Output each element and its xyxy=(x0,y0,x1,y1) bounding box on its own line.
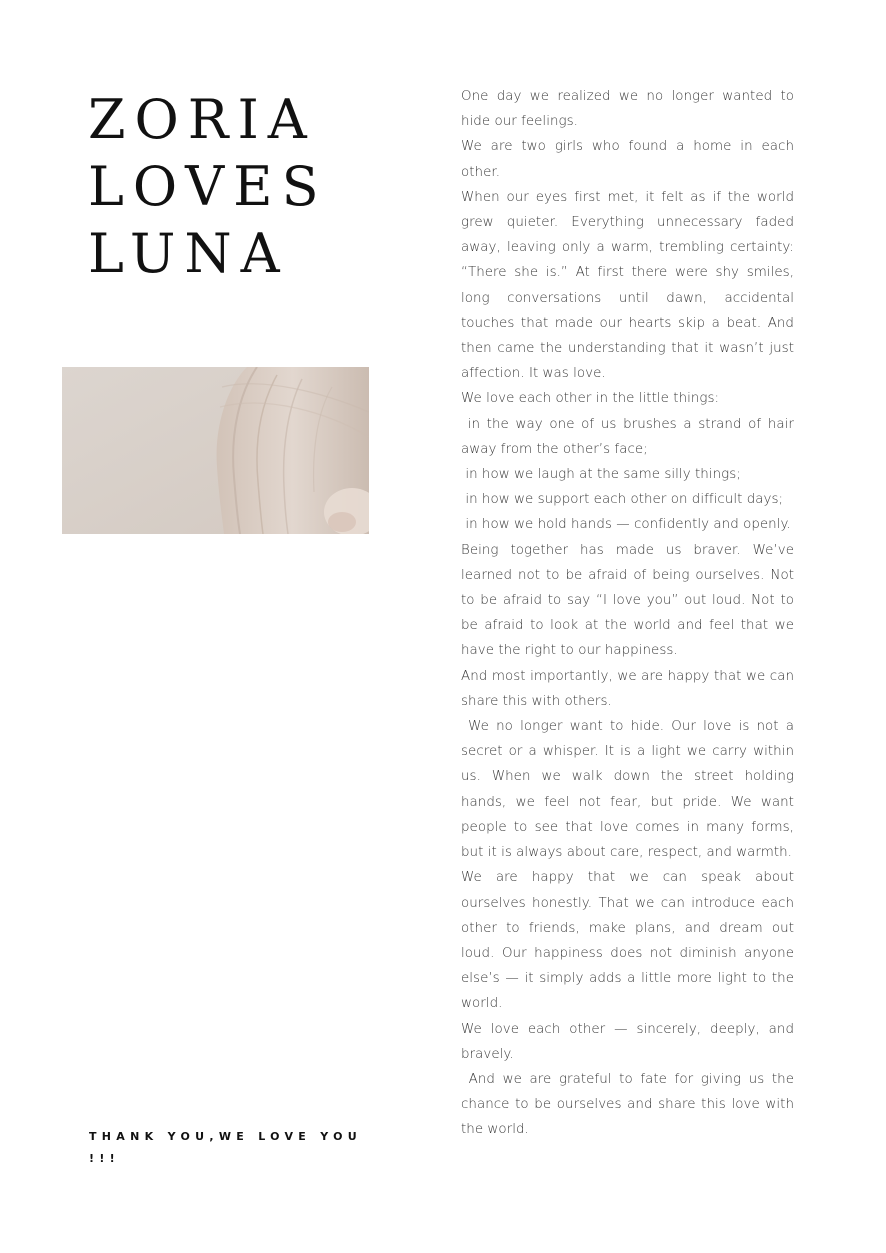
paragraph: We no longer want to hide. Our love is not a secret or a whisper. It is a light we carry within us. When we walk down the street holding hands, we feel not fear, but pride. We want people to see that love comes in many forms, but it is always about care, respect, and warmth. xyxy=(461,719,799,861)
paragraph: And most importantly, we are happy that we can share this with others. xyxy=(461,668,799,709)
paragraph: When our eyes first met, it felt as if the world grew quieter. Everything unnecessary faded away, leaving only a warm, trembling certainty: “There she is.” At first there were shy smiles, long conversations until dawn, accidental touches that made our hearts skip a beat. And then came the understanding that it wasn’t just affection. It was love. xyxy=(461,189,799,382)
paragraph: Being together has made us braver. We’ve learned not to be afraid of being ourselves. Not to be afraid to say “I love you” out loud. Not to be afraid to look at the world and feel that we have the right to our happiness. xyxy=(461,542,799,659)
list-item: in how we laugh at the same silly things; xyxy=(461,467,741,483)
body-text xyxy=(461,84,799,1143)
fabric-image-icon xyxy=(62,367,369,534)
paragraph: One day we realized we no longer wanted to hide our feelings. xyxy=(461,89,799,130)
list-item: in how we support each other on difficult days; xyxy=(461,492,784,508)
paragraph: We love each other in the little things: xyxy=(461,391,720,407)
title-line: ZORIA xyxy=(88,88,316,151)
title-line: LOVES xyxy=(88,155,328,218)
paragraph: We are two girls who found a home in each other. xyxy=(461,139,799,180)
paragraph: We love each other — sincerely, deeply, and bravely. xyxy=(461,1021,799,1062)
title-line: LUNA xyxy=(88,222,289,285)
thank-you-note: THANK YOU,WE LOVE YOU !!! xyxy=(89,1130,362,1165)
paragraph: We are happy that we can speak about ourselves honestly. That we can introduce each other to friends, make plans, and dream out loud. Our happiness does not diminish anyone else’s — it simply adds a little more light to the world. xyxy=(461,870,799,1012)
draped-fabric-photo xyxy=(62,367,369,534)
list-item: in the way one of us brushes a strand of hair away from the other’s face; xyxy=(461,416,799,457)
list-item: in how we hold hands — confidently and openly. xyxy=(461,517,791,533)
paragraph: And we are grateful to fate for giving us the chance to be ourselves and share this love with the world. xyxy=(461,1071,799,1138)
page-title xyxy=(88,86,328,287)
